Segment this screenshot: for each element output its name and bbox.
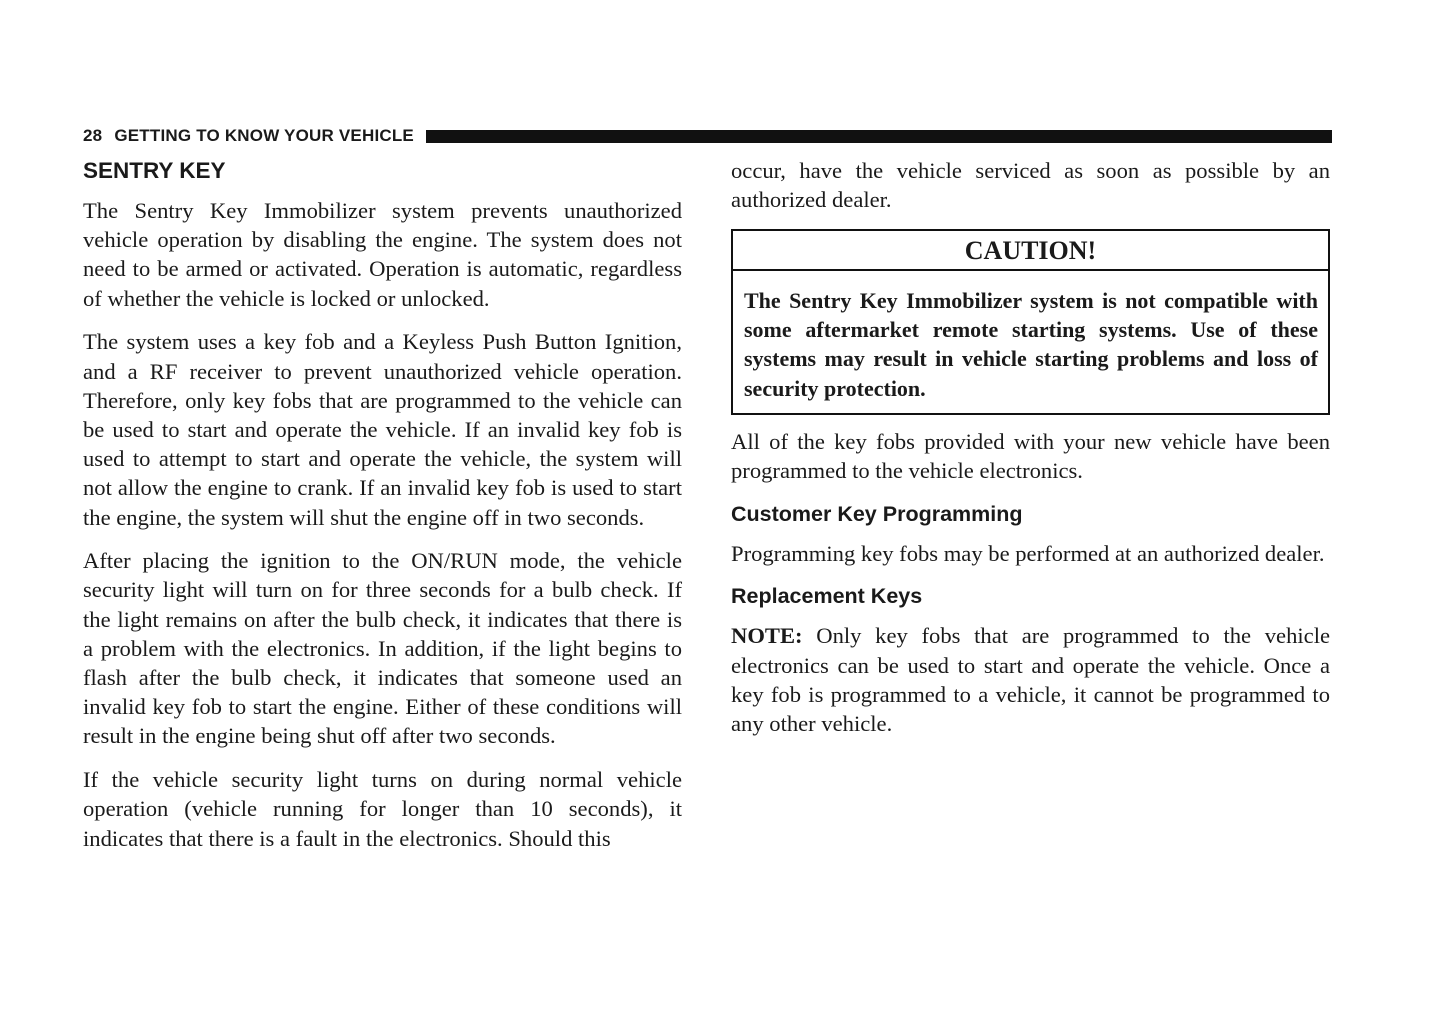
paragraph: The system uses a key fob and a Keyless Push Button Ignition, and a RF receiver to prevent unauthorized vehicle operation. Therefore, only key fobs that are programmed to the vehicle can be used to start and operate the vehicle. If an invalid key fob is used to attempt to start and operate the vehicle, the system will not allow the engine to crank. If an invalid key fob is used to start the engine, the system will shut the engine off in two seconds.	[83, 329, 682, 530]
continuation-paragraph: occur, have the vehicle serviced as soon as possible by an authorized dealer.	[731, 158, 1330, 213]
paragraph: Programming key fobs may be performed at an authorized dealer.	[731, 540, 1325, 566]
page-header	[83, 124, 1332, 148]
replacement-keys-heading: Replacement Keys	[731, 584, 923, 609]
paragraph: If the vehicle security light turns on during normal vehicle operation (vehicle running for longer than 10 seconds), it indicates that there is a fault in the electronics. Should this	[83, 767, 682, 851]
sentry-key-heading: SENTRY KEY	[83, 158, 226, 183]
paragraph: All of the key fobs provided with your new vehicle have been programmed to the vehicle electronics.	[731, 428, 1330, 483]
customer-key-programming-heading: Customer Key Programming	[731, 501, 1023, 526]
note-text: Only key fobs that are programmed to the vehicle electronics can be used to start and operate the vehicle. Once a key fob is programmed to a vehicle, it cannot be programmed to any other vehicle.	[731, 623, 1330, 736]
note-label: NOTE:	[731, 623, 803, 649]
page-number: 28	[83, 126, 103, 145]
note-paragraph	[731, 621, 1330, 738]
caution-box	[731, 229, 1330, 415]
paragraph: The Sentry Key Immobilizer system prevents unauthorized vehicle operation by disabling the engine. The system does not need to be armed or activated. Operation is automatic, regardless of whether the vehicle is locked or unlocked.	[83, 198, 682, 311]
left-column	[83, 156, 682, 867]
right-column	[731, 156, 1330, 753]
paragraph: After placing the ignition to the ON/RUN mode, the vehicle security light will turn on for three seconds for a bulb check. If the light remains on after the bulb check, it indicates that there is a problem with the electronics. In addition, if the light begins to flash after the bulb check, it indicates that someone used an invalid key fob to start the engine. Either of these conditions will result in the engine being shut off after two seconds.	[83, 548, 682, 749]
caution-title: CAUTION!	[733, 231, 1328, 271]
caution-body: The Sentry Key Immobilizer system is not compatible with some aftermarket remote starting systems. Use of these systems may result in vehicle starting problems and loss of security protection.	[744, 287, 1318, 401]
section-title: GETTING TO KNOW YOUR VEHICLE	[114, 126, 414, 145]
header-rule	[426, 130, 1332, 143]
